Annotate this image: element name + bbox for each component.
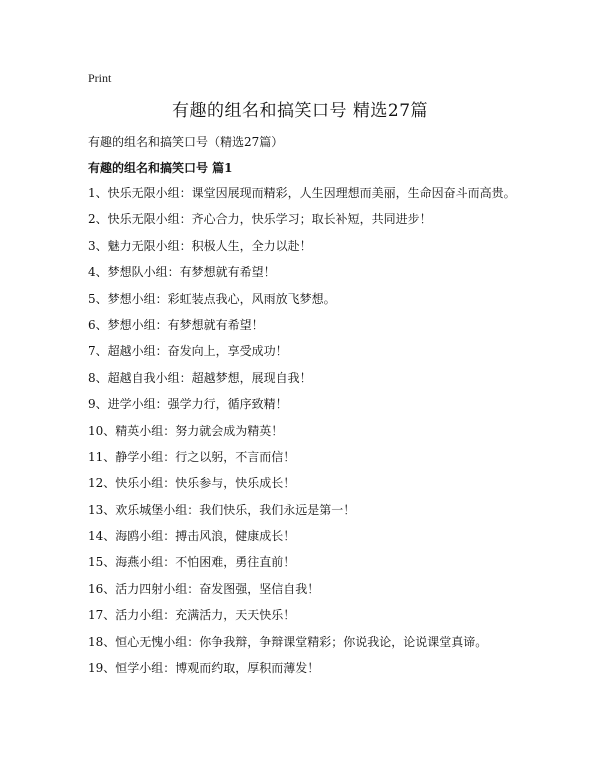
slogan-item: 16、活力四射小组：奋发图强，坚信自我！ (88, 581, 320, 596)
slogan-item: 13、欢乐城堡小组：我们快乐，我们永远是第一！ (88, 502, 356, 517)
slogan-item: 11、静学小组：行之以躬，不言而信！ (88, 449, 296, 464)
slogan-item: 15、海燕小组：不怕困难，勇往直前！ (88, 555, 296, 570)
slogan-item: 7、超越小组：奋发向上，享受成功！ (88, 344, 288, 359)
slogan-item: 4、梦想队小组：有梦想就有希望！ (88, 265, 276, 280)
slogan-item: 19、恒学小组：博观而约取，厚积而薄发！ (88, 661, 320, 676)
slogan-item: 5、梦想小组：彩虹装点我心，风雨放飞梦想。 (88, 291, 336, 306)
slogan-item: 6、梦想小组：有梦想就有希望！ (88, 317, 264, 332)
slogan-item: 17、活力小组：充满活力，天天快乐！ (88, 608, 296, 623)
slogan-item: 12、快乐小组：快乐参与，快乐成长！ (88, 476, 296, 491)
slogan-item: 2、快乐无限小组：齐心合力，快乐学习；取长补短，共同进步！ (88, 212, 432, 227)
section-heading: 有趣的组名和搞笑口号 篇1 (88, 161, 233, 175)
slogan-item: 8、超越自我小组：超越梦想，展现自我！ (88, 370, 312, 385)
print-link[interactable]: Print (88, 71, 112, 85)
slogan-item: 10、精英小组：努力就会成为精英！ (88, 423, 284, 438)
document-subtitle: 有趣的组名和搞笑口号（精选27篇） (88, 135, 284, 149)
slogan-item: 9、进学小组：强学力行，循序致精！ (88, 397, 288, 412)
slogan-list (88, 186, 548, 687)
slogan-item: 14、海鸥小组：搏击风浪，健康成长！ (88, 529, 296, 544)
slogan-item: 1、快乐无限小组：课堂因展现而精彩，人生因理想而美丽，生命因奋斗而高贵。 (88, 186, 516, 200)
slogan-item: 18、恒心无愧小组：你争我辩，争辩课堂精彩；你说我论，论说课堂真谛。 (88, 634, 488, 649)
page-title: 有趣的组名和搞笑口号 精选27篇 (171, 101, 429, 121)
slogan-item: 3、魅力无限小组：积极人生，全力以赴！ (88, 238, 312, 253)
